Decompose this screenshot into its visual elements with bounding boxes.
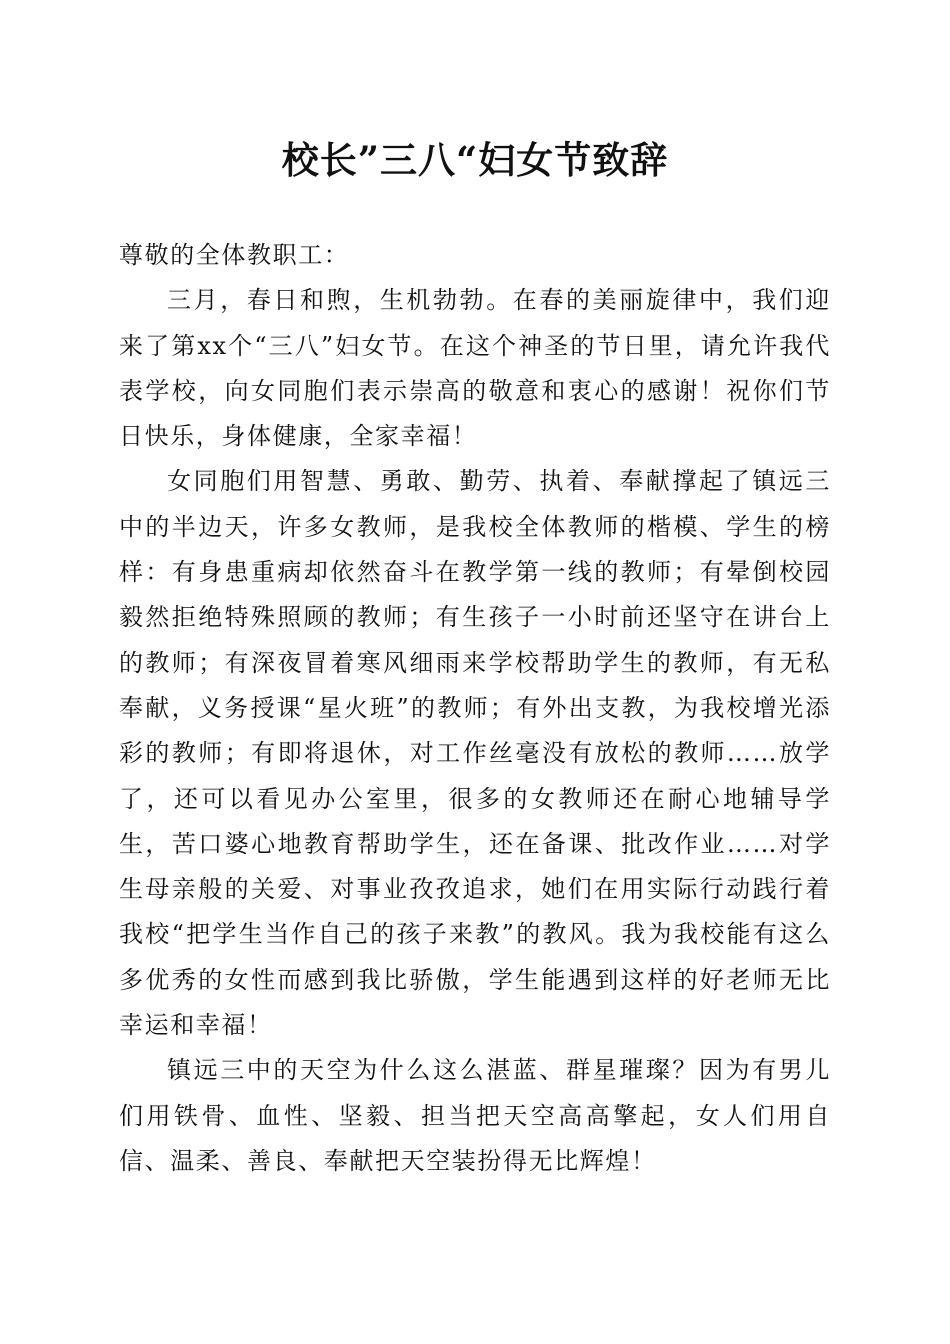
paragraph-opening-greeting: 三月，春日和煦，生机勃勃。在春的美丽旋律中，我们迎来了第xx个“三八”妇女节。在这个神圣的节日里，请允许我代表学校，向女同胞们表示崇高的敬意和衷心的感谢！祝你们节日快乐，身体健康，全家幸福！ [119,286,831,451]
document-title: 校长”三八“妇女节致辞 [281,138,669,182]
document-body [119,233,831,1184]
paragraph-closing: 镇远三中的天空为什么这么湛蓝、群星璀璨？因为有男儿们用铁骨、血性、坚毅、担当把天空高高擎起，女人们用自信、温柔、善良、奉献把天空装扮得无比辉煌！ [119,1056,831,1175]
paragraph-female-teachers: 女同胞们用智慧、勇敢、勤劳、执着、奉献撑起了镇远三中的半边天，许多女教师，是我校全体教师的楷模、学生的榜样：有身患重病却依然奋斗在教学第一线的教师；有晕倒校园毅然拒绝特殊照顾的教师；有生孩子一小时前还坚守在讲台上的教师；有深夜冒着寒风细雨来学校帮助学生的教师，有无私奉献，义务授课“星火班”的教师；有外出支教，为我校增光添彩的教师；有即将退休，对工作丝毫没有放松的教师……放学了，还可以看见办公室里，很多的女教师还在耐心地辅导学生，苦口婆心地教育帮助学生，还在备课、批改作业……对学生母亲般的关爱、对事业孜孜追求，她们在用实际行动践行着我校“把学生当作自己的孩子来教”的教风。我为我校能有这么多优秀的女性而感到我比骄傲，学生能遇到这样的好老师无比幸运和幸福！ [119,467,831,1040]
salutation: 尊敬的全体教职工： [119,241,350,269]
